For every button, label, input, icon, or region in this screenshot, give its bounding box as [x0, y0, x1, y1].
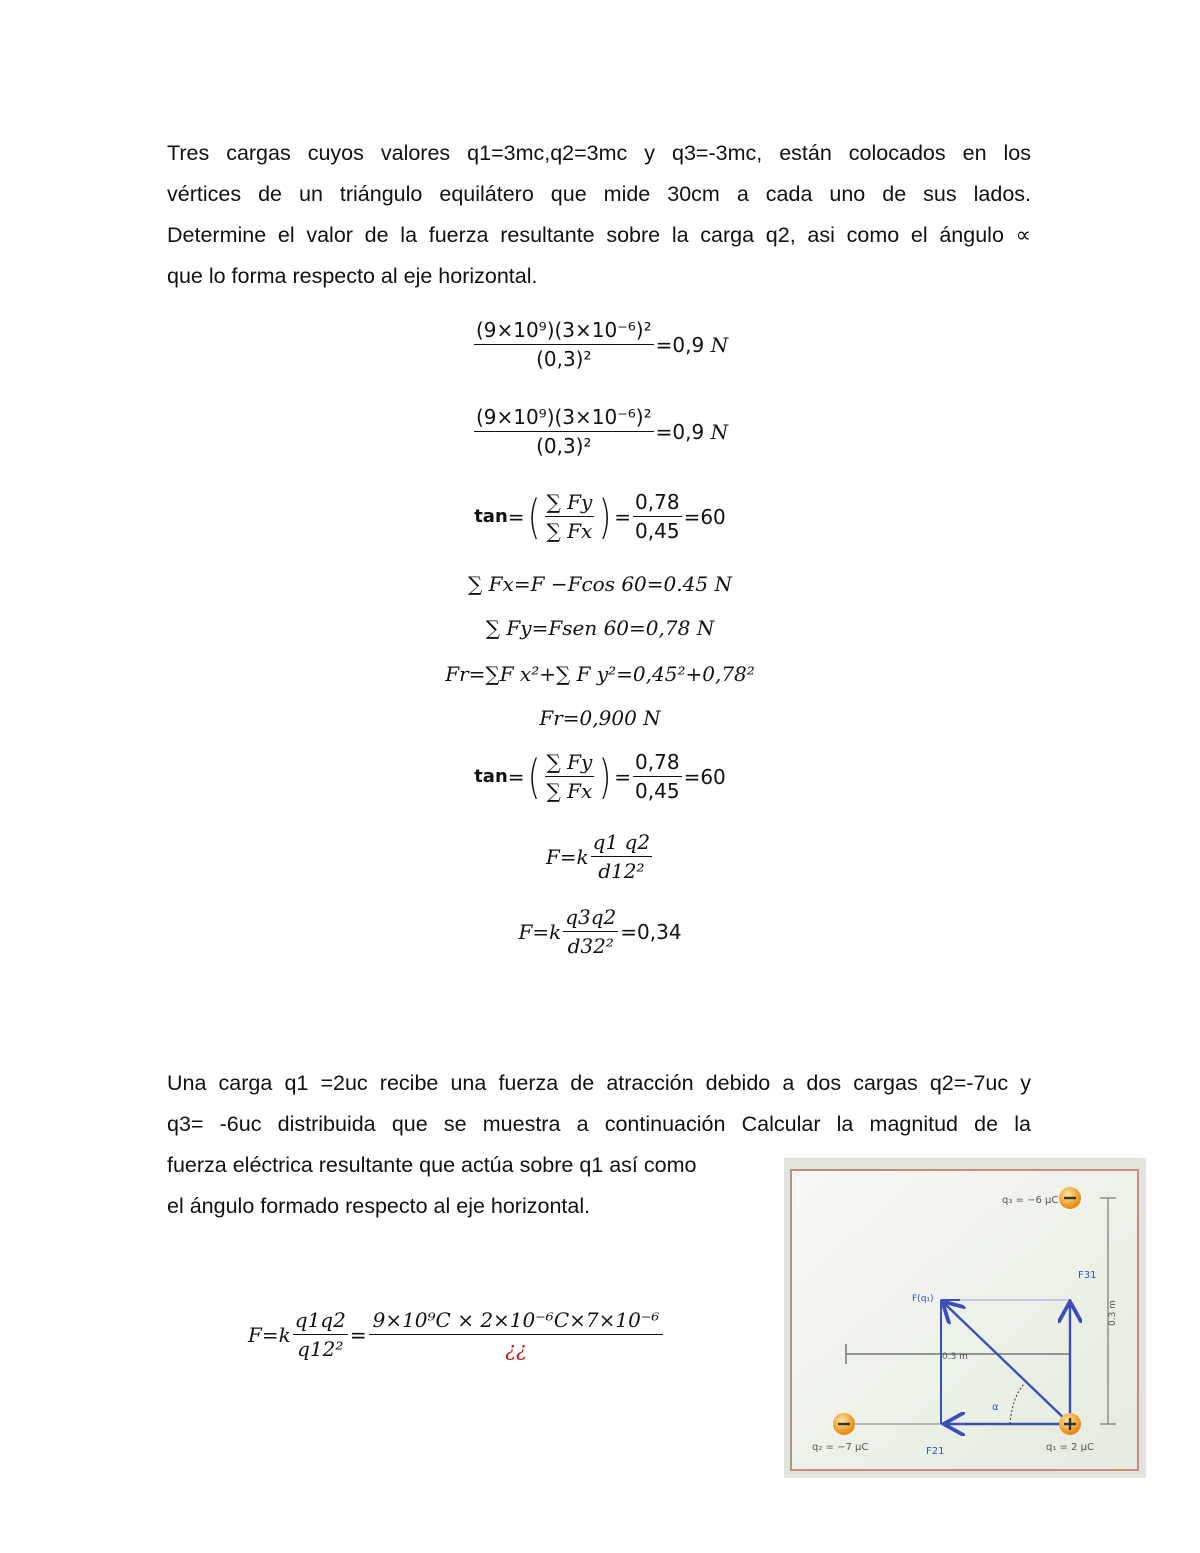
d12-squared: d12²: [598, 859, 645, 883]
equation-coulomb-2: [0, 905, 1200, 958]
eq1-numerator: (9×10⁹)(3×10⁻⁶)²: [474, 318, 654, 345]
eq2-denominator: (0,3)²: [536, 434, 592, 458]
equation-problem2: F=k $\frac{q1q2}{\text{q12²}}$ = $\frac{\text{9×10⁹C × 2×10⁻⁶C×7×10⁻⁶}}{¿¿}$: [248, 1308, 665, 1361]
problem2-text-short: [167, 1145, 767, 1227]
alpha-label: α: [992, 1402, 999, 1413]
sum-fx-line: ∑ Fx=F −Fcos 60=0.45: [468, 572, 709, 596]
tan-label: tan: [474, 766, 508, 787]
unit-n: N: [710, 419, 729, 444]
problem2-line: el ángulo formado respecto al eje horizontal.: [167, 1194, 591, 1218]
equation-1: [0, 318, 1200, 371]
d32-squared: d32²: [567, 934, 614, 958]
problem2-line: q3= -6uc distribuida que se muestra a continuación Calcular la magnitud de la: [167, 1112, 1031, 1136]
unit-n: N: [714, 572, 732, 596]
result-60: =60: [683, 764, 726, 789]
sum-fx: ∑ Fx: [546, 519, 593, 543]
problem1-line: que lo forma respecto al eje horizontal.: [167, 264, 538, 288]
equation-2: [0, 405, 1200, 458]
eq1-denominator: (0,3)²: [536, 347, 592, 371]
result-034: =0,34: [620, 919, 682, 944]
resultant-label: F(q₁): [912, 1294, 934, 1304]
q1q2: q1 q2: [591, 830, 652, 857]
value-078: 0,78: [633, 750, 682, 777]
fr-value: Fr=0,900: [539, 706, 637, 730]
q3-label: q₃ = −6 μC: [1002, 1195, 1059, 1206]
value-078: 0,78: [633, 490, 682, 517]
problem2-line: fuerza eléctrica resultante que actúa sobre q1 así como: [167, 1153, 697, 1177]
value-045: 0,45: [635, 779, 680, 803]
unit-n: N: [643, 706, 661, 730]
equation-sum-fx: [0, 572, 1200, 596]
vertical-distance-label: 0.3 m: [1108, 1300, 1118, 1326]
rhs-numerator: 9×10⁹C × 2×10⁻⁶C×7×10⁻⁶: [369, 1308, 664, 1335]
equation-tan-2: tan = ( $\frac{\sum Fy}{\sum Fx}$ ) = $\frac{0,78}{0,45}$ =60: [474, 749, 726, 804]
diagram-svg: [784, 1158, 1146, 1478]
tan-label: tan: [474, 506, 508, 527]
unit-n: N: [710, 332, 729, 357]
f31-label: F31: [1078, 1270, 1097, 1281]
eq2-result: =0,9: [655, 419, 705, 444]
f-equals-k: F=k: [545, 844, 589, 869]
q2-label: q₂ = −7 μC: [812, 1442, 869, 1453]
equation-coulomb-1: [0, 830, 1200, 883]
f-equals-k: F=k: [248, 1322, 291, 1347]
problem1-line: Determine el valor de la fuerza resultante sobre la carga q2, asi como el ángulo ∝: [167, 223, 1031, 247]
problem1-line: vértices de un triángulo equilátero que mide 30cm a cada uno de sus lados.: [167, 182, 1031, 206]
problem1-text: [167, 133, 1031, 297]
sum-fy: ∑ Fy: [545, 490, 595, 517]
equation-tan-1: tan = ( $\frac{\sum Fy}{\sum Fx}$ ) = $\frac{0,78}{0,45}$ =60: [474, 489, 726, 544]
sum-fy-line: ∑ Fy=Fsen 60=0,78: [485, 616, 691, 640]
q1-label: q₁ = 2 μC: [1046, 1442, 1094, 1453]
horizontal-distance-label: 0.3 m: [942, 1352, 968, 1362]
eq2-numerator: (9×10⁹)(3×10⁻⁶)²: [474, 405, 654, 432]
q3q2: q3q2: [563, 905, 618, 932]
equation-fr: [0, 662, 1200, 686]
fr-line: Fr=∑F x²+∑ F y²=0,45²+0,78²: [445, 662, 755, 686]
eq1-result: =0,9: [655, 332, 705, 357]
equation-sum-fy: [0, 616, 1200, 640]
unit-n: N: [696, 616, 715, 640]
f-equals-k: F=k: [518, 919, 562, 944]
equation-fr-value: [0, 706, 1200, 730]
q12-squared: q12²: [297, 1337, 344, 1361]
rhs-denominator: ¿¿: [505, 1337, 527, 1361]
sum-fx: ∑ Fx: [546, 779, 593, 803]
result-60: =60: [683, 504, 726, 529]
value-045: 0,45: [635, 519, 680, 543]
sum-fy: ∑ Fy: [545, 750, 595, 777]
problem1-line: Tres cargas cuyos valores q1=3mc,q2=3mc y q3=-3mc, están colocados en los: [167, 141, 1031, 165]
problem2-text: [167, 1063, 1031, 1145]
problem2-line: Una carga q1 =2uc recibe una fuerza de atracción debido a dos cargas q2=-7uc y: [167, 1071, 1031, 1095]
q1q2: q1q2: [293, 1308, 348, 1335]
f21-label: F21: [926, 1446, 945, 1457]
charges-diagram: [784, 1158, 1146, 1478]
